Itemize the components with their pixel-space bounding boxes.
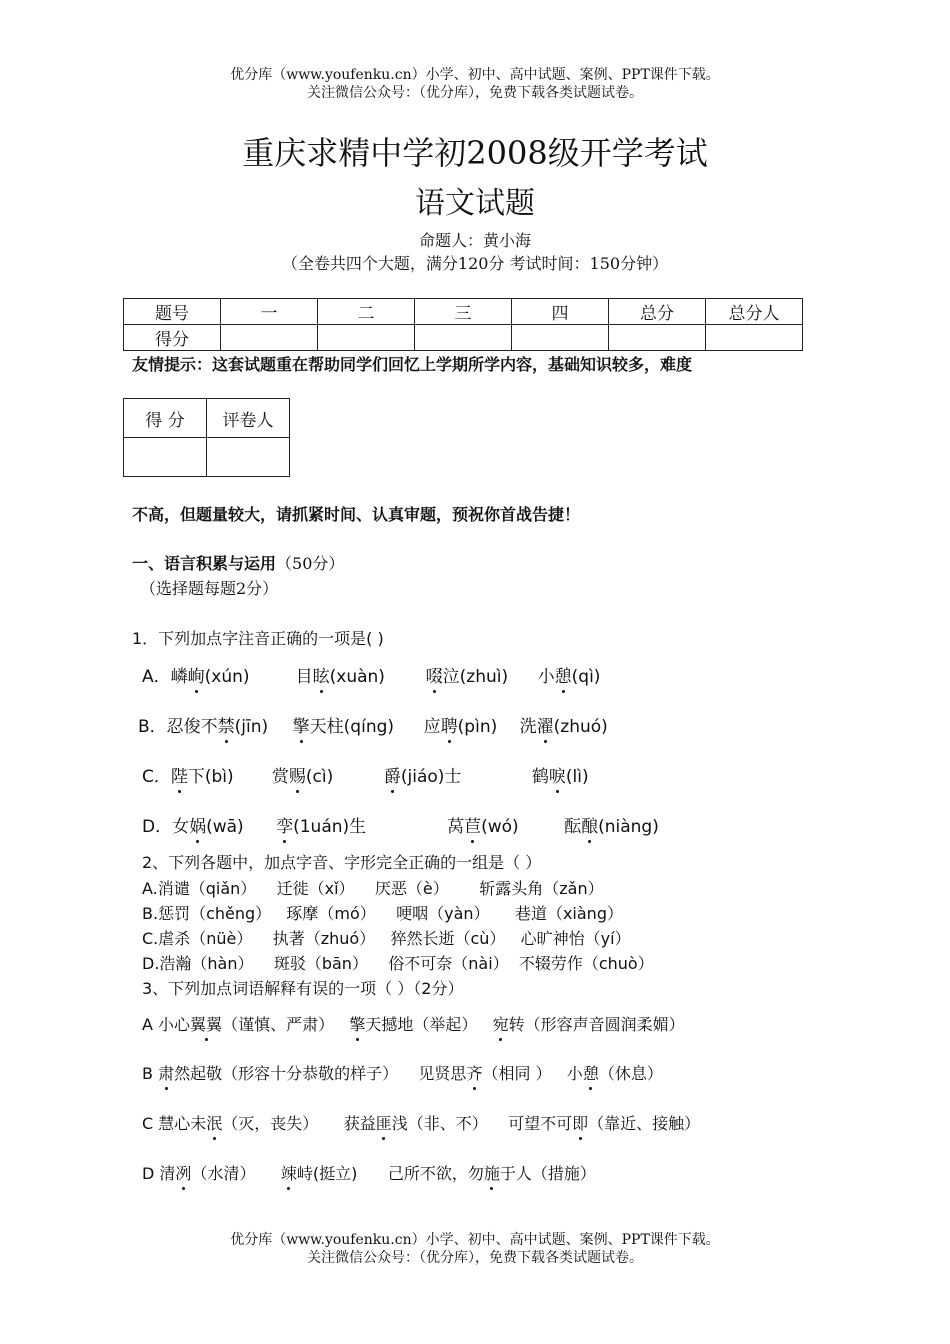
friendly-tip-line2: 不高，但题量较大，请抓紧时间、认真审题，预祝你首战告捷！ [132,505,581,524]
site-footer-line1: 优分库（www.youfenku.cn）小学、初中、高中试题、案例、PPT课件下载。 [230,1232,720,1248]
q1-option-a [142,662,600,687]
site-header-line1: 优分库（www.youfenku.cn）小学、初中、高中试题、案例、PPT课件下载。 [230,67,720,83]
score-input-cell[interactable] [609,325,706,351]
option-word: 鹤唳(lì) [532,767,589,787]
q2-option-d: D.浩瀚（hàn） 斑驳（bān） 俗不可奈（nài） 不辍劳作（chuò） [142,954,654,973]
score-table-score-row [124,325,803,351]
q3-option-c: C 慧心未泯（灭，丧失） 获益匪浅（非、不） 可望不可即（靠近、接触） [142,1111,700,1134]
q2-option-b: B.惩罚（chěng） 琢摩（mó） 哽咽（yàn） 巷道（xiàng） [142,904,623,923]
q3-option-a: A 小心翼翼（谨慎、严肃） 擎天撼地（举起） 宛转（形容声音圆润柔媚） [142,1012,685,1035]
q2-option-c: C.虐杀（nüè） 执著（zhuó） 猝然长逝（cù） 心旷神怡（yí） [142,929,631,948]
option-word: 擎天柱(qíng) [293,712,424,737]
site-header-line2: 关注微信公众号：（优分库），免费下载各类试题试卷。 [307,85,643,101]
score-cell: 总分 [609,299,706,325]
option-word: 赏赐(cì) [272,762,384,787]
q2-stem: 2、下列各题中，加点字音、字形完全正确的一组是（ ） [142,853,542,872]
exam-title: 重庆求精中学初2008级开学考试 [242,134,708,172]
option-word: 嶙峋(xún) [171,662,296,687]
score-input-cell[interactable] [221,325,318,351]
score-input-cell[interactable] [318,325,415,351]
option-word: 酝酿(niàng) [564,817,659,837]
score-cell: 三 [415,299,512,325]
score-input-cell[interactable] [415,325,512,351]
section1-points: （50分） [276,554,345,573]
section1-note: （选择题每题2分） [140,579,279,598]
grader-cell: 评卷人 [207,399,290,438]
option-word: 陛下(bì) [171,762,272,787]
option-word: 应聘(pìn) [424,712,520,737]
score-table [123,298,803,351]
option-word: 忍俊不禁(jīn) [167,712,293,737]
score-cell: 题号 [124,299,221,325]
q3-option-b: B 肃然起敬（形容十分恭敬的样子） 见贤思齐（相同 ） 小憩（休息） [142,1061,663,1084]
option-word: 爵(jiáo)士 [384,762,532,787]
option-word: 女娲(wā) [172,812,276,837]
option-word: 莴苣(wó) [447,812,564,837]
option-word: 小憩(qì) [538,667,601,687]
q3-stem: 3、下列加点词语解释有误的一项（ ）（2分） [142,979,464,998]
option-prefix: D． [142,817,173,837]
score-cell: 二 [318,299,415,325]
q2-option-a: A.消谴（qiǎn） 迁徙（xǐ） 厌恶（è） 斩露头角（zǎn） [142,879,604,898]
option-prefix: C． [142,767,171,787]
score-input-cell[interactable] [706,325,803,351]
q1-stem: 1．下列加点字注音正确的一项是( ) [132,629,384,648]
option-word: 啜泣(zhuì) [426,662,538,687]
grader-table [123,398,290,477]
score-cell: 得分 [124,325,221,351]
subject-title: 语文试题 [415,186,535,221]
score-cell: 一 [221,299,318,325]
option-prefix: A． [142,667,171,687]
option-prefix: B． [138,717,167,737]
friendly-tip-line1: 友情提示：这套试题重在帮助同学们回忆上学期所学内容，基础知识较多，难度 [132,355,693,374]
exam-info: （全卷共四个大题，满分120分 考试时间：150分钟） [281,254,669,273]
option-word: 孪(1uán)生 [276,812,447,837]
author-line: 命题人：黄小海 [418,231,531,250]
q1-option-b [138,712,608,737]
section1-title: 一、语言积累与运用 [132,554,277,573]
score-cell: 总分人 [706,299,803,325]
option-word: 目眩(xuàn) [296,662,426,687]
q1-option-d [142,812,659,837]
grader-input-cell[interactable] [207,438,290,477]
site-footer-line2: 关注微信公众号：（优分库），免费下载各类试题试卷。 [307,1250,643,1266]
option-word: 洗濯(zhuó) [520,717,608,737]
score-input-cell[interactable] [512,325,609,351]
section1-heading [132,551,344,574]
q3-option-d: D 清冽（水清） 竦峙(挺立) 己所不欲，勿施于人（措施） [142,1161,596,1184]
q1-option-c [142,762,589,787]
grader-input-cell[interactable] [124,438,207,477]
grader-cell: 得 分 [124,399,207,438]
score-table-header-row [124,299,803,325]
score-cell: 四 [512,299,609,325]
